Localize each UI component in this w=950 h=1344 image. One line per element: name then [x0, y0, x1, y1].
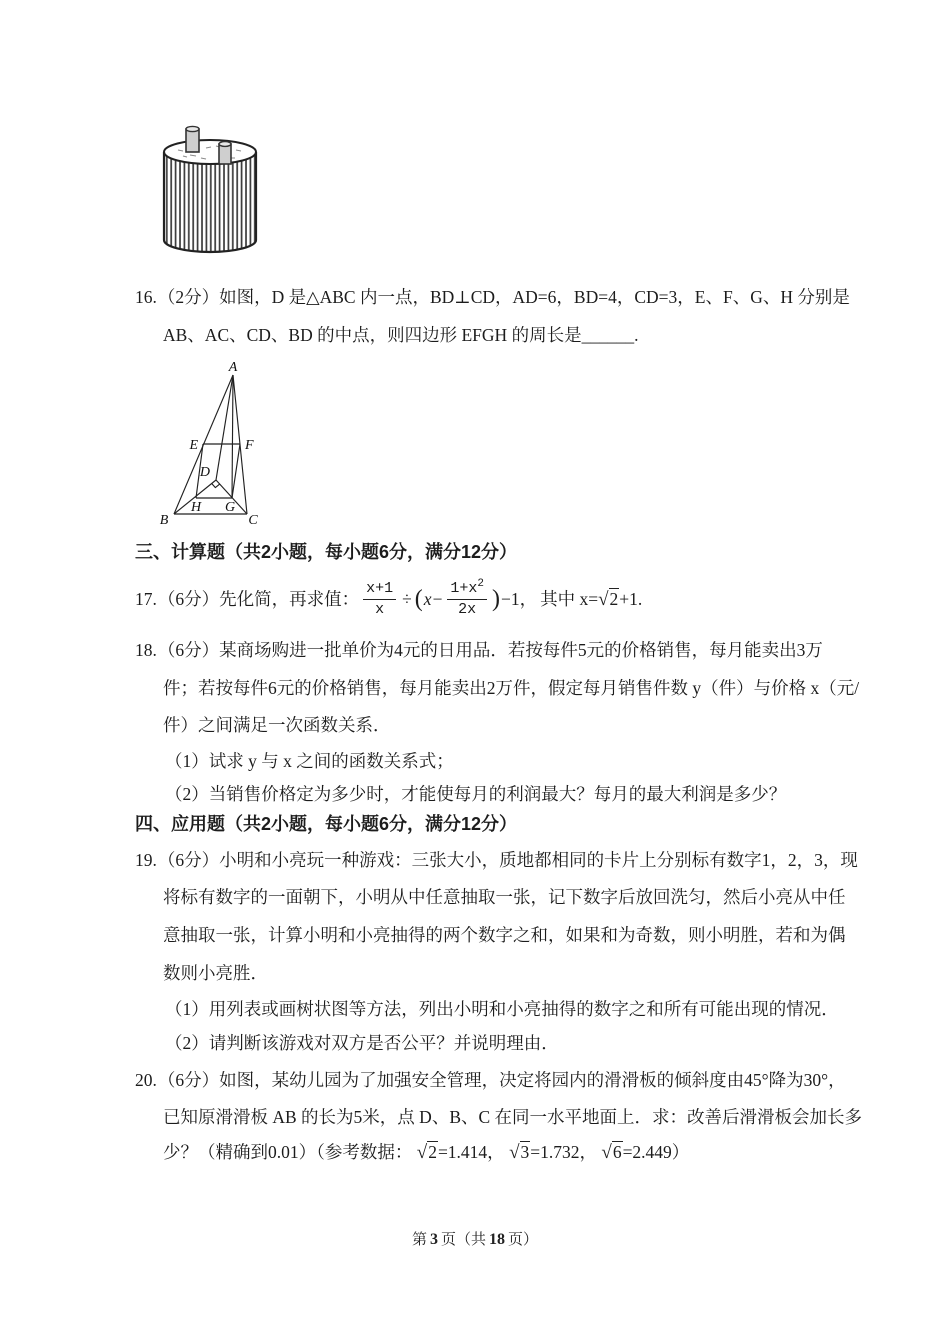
question-18-text-1: 某商场购进一批单价为4元的日用品．若按每件5元的价格销售，每月能卖出3万 [219, 640, 823, 660]
cylinder-side [164, 152, 256, 252]
vertex-label-g: G [224, 500, 236, 515]
footer-middle: 页（共 [440, 1232, 486, 1248]
question-18-sub-1-text: （1）试求 y 与 x 之间的函数关系式； [165, 751, 454, 771]
cylinder-top-face [164, 140, 256, 164]
footer-suffix: 页） [508, 1232, 539, 1248]
question-19-line-2 [163, 885, 846, 909]
fraction-2-numerator [447, 580, 487, 599]
question-19-number: 19. [135, 850, 157, 870]
sqrt-ref-1 [417, 1142, 438, 1162]
question-18-sub-2-text: （2）当销售价格定为多少时，才能使每月的利润最大？每月的最大利润是多少？ [165, 784, 787, 804]
question-19-sub-1 [165, 997, 839, 1021]
question-18-line-2 [163, 676, 859, 700]
question-18-text-2: 件；若按每件6元的价格销售，每月能卖出2万件，假定每月销售件数 y（件）与价格 x（元/ [163, 678, 860, 698]
section-4-title: 四、应用题（共2小题，每小题6分，满分12分） [135, 814, 518, 834]
question-18-sub-1 [165, 749, 454, 773]
triangle-edges [174, 375, 247, 514]
question-16-text-1: 如图，D 是△ABC 内一点，BD⊥CD，AD=6，BD=4，CD=3，E、F、G、H 分别是 [219, 287, 850, 307]
cylinder-peg-right [219, 142, 231, 164]
radicand: 3 [520, 1142, 530, 1162]
vertex-label-e: E [189, 438, 198, 453]
triangle-drawing [148, 358, 288, 530]
question-19-text-2: 将标有数字的一面朝下，小明从中任意抽取一张，记下数字后放回洗匀，然后小亮从中任 [163, 887, 846, 907]
question-16-line-2 [163, 323, 638, 347]
x-minus: x− [423, 589, 444, 609]
question-18-line-3 [163, 713, 391, 737]
vertex-label-c: C [248, 513, 258, 528]
cylinder-figure [156, 120, 266, 266]
divide-sign: ÷ [402, 589, 412, 609]
vertex-label-f: F [245, 438, 254, 453]
plus-one: +1. [619, 589, 643, 609]
sqrt-ref-1-value: =1.414， [437, 1142, 505, 1162]
fraction-2-denominator: 2x [458, 600, 477, 618]
page-footer [0, 1228, 950, 1249]
fraction-1-numerator: x+1 [363, 580, 396, 599]
question-20-text-3-pre: 少？（精确到0.01）（参考数据： [163, 1142, 413, 1162]
vertex-label-a: A [228, 360, 238, 375]
question-16-text-2: AB、AC、CD、BD 的中点，则四边形 EFGH 的周长是______. [163, 325, 639, 345]
fraction-2-num-base: 1+x [450, 580, 478, 598]
fraction-2-num-exponent: 2 [477, 578, 484, 591]
footer-page-number: 3 [429, 1231, 438, 1248]
question-17-line [135, 574, 642, 624]
question-16-line-1 [135, 285, 850, 309]
footer-total-pages: 18 [489, 1231, 505, 1248]
question-19-text-1: 小明和小亮玩一种游戏：三张大小，质地都相同的卡片上分别标有数字1，2，3，现 [219, 850, 858, 870]
section-3-title: 三、计算题（共2小题，每小题6分，满分12分） [135, 542, 518, 562]
question-20-score: （6分） [157, 1070, 220, 1090]
question-20-line-2 [163, 1105, 862, 1129]
vertex-label-h: H [190, 500, 202, 515]
question-20-text-2: 已知原滑滑板 AB 的长为5米，点 D、B、C 在同一水平地面上．求：改善后滑滑板会加长多 [163, 1107, 863, 1127]
sqrt-ref-3 [601, 1142, 622, 1162]
fraction-2 [447, 580, 487, 618]
question-18-sub-2 [165, 782, 786, 806]
right-paren: ) [491, 586, 500, 612]
sqrt-ref-2 [509, 1142, 530, 1162]
question-16-number: 16. [135, 287, 157, 307]
right-angle-mark [212, 484, 220, 488]
footer-prefix: 第 [411, 1232, 427, 1248]
question-19-sub-2 [165, 1031, 559, 1055]
question-17-number: 17. [135, 589, 157, 609]
section-3-heading [135, 540, 517, 564]
question-19-sub-1-text: （1）用列表或画树状图等方法，列出小明和小亮抽得的数字之和所有可能出现的情况． [165, 999, 839, 1019]
question-20-line-3 [163, 1140, 689, 1165]
question-18-number: 18. [135, 640, 157, 660]
question-19-text-4: 数则小亮胜． [163, 963, 268, 983]
question-20-number: 20. [135, 1070, 157, 1090]
question-18-line-1 [135, 638, 823, 662]
fraction-1-denominator: x [375, 600, 385, 618]
radical-sign: √ [416, 1142, 428, 1163]
section-4-heading [135, 812, 517, 836]
sqrt-2 [598, 587, 619, 612]
question-20-text-1: 如图，某幼儿园为了加强安全管理，决定将园内的滑滑板的倾斜度由45°降为30°， [219, 1070, 846, 1090]
radical-sign: √ [598, 588, 609, 610]
cylinder-drawing [156, 120, 266, 260]
question-19-line-4 [163, 961, 268, 985]
radicand: 6 [612, 1142, 622, 1162]
radicand: 2 [609, 588, 619, 609]
question-16-score: （2分） [157, 287, 220, 307]
radical-sign: √ [509, 1142, 520, 1163]
question-19-line-3 [163, 923, 846, 947]
vertex-label-b: B [159, 513, 169, 528]
cylinder-peg-left [186, 126, 199, 152]
sqrt-ref-2-value: =1.732， [530, 1142, 597, 1162]
minus-one: −1， [500, 589, 538, 609]
question-18-text-3: 件）之间满足一次函数关系． [163, 715, 391, 735]
sqrt-ref-3-value: =2.449） [622, 1142, 690, 1162]
question-19-score: （6分） [157, 850, 220, 870]
vertex-label-d: D [199, 465, 210, 480]
left-paren: ( [414, 586, 423, 612]
question-19-sub-2-text: （2）请判断该游戏对双方是否公平？并说明理由． [165, 1033, 559, 1053]
question-17-score: （6分） [157, 589, 220, 609]
question-17-where: 其中 x= [540, 589, 599, 609]
fraction-1 [363, 580, 396, 618]
question-18-score: （6分） [157, 640, 220, 660]
question-20-line-1 [135, 1068, 846, 1092]
triangle-figure [148, 358, 288, 536]
question-19-text-3: 意抽取一张，计算小明和小亮抽得的两个数字之和，如果和为奇数，则小明胜，若和为偶 [163, 925, 846, 945]
radical-sign: √ [601, 1142, 612, 1163]
radicand: 2 [428, 1142, 437, 1162]
question-19-line-1 [135, 848, 858, 872]
question-17-lead: 先化简，再求值： [219, 589, 360, 609]
